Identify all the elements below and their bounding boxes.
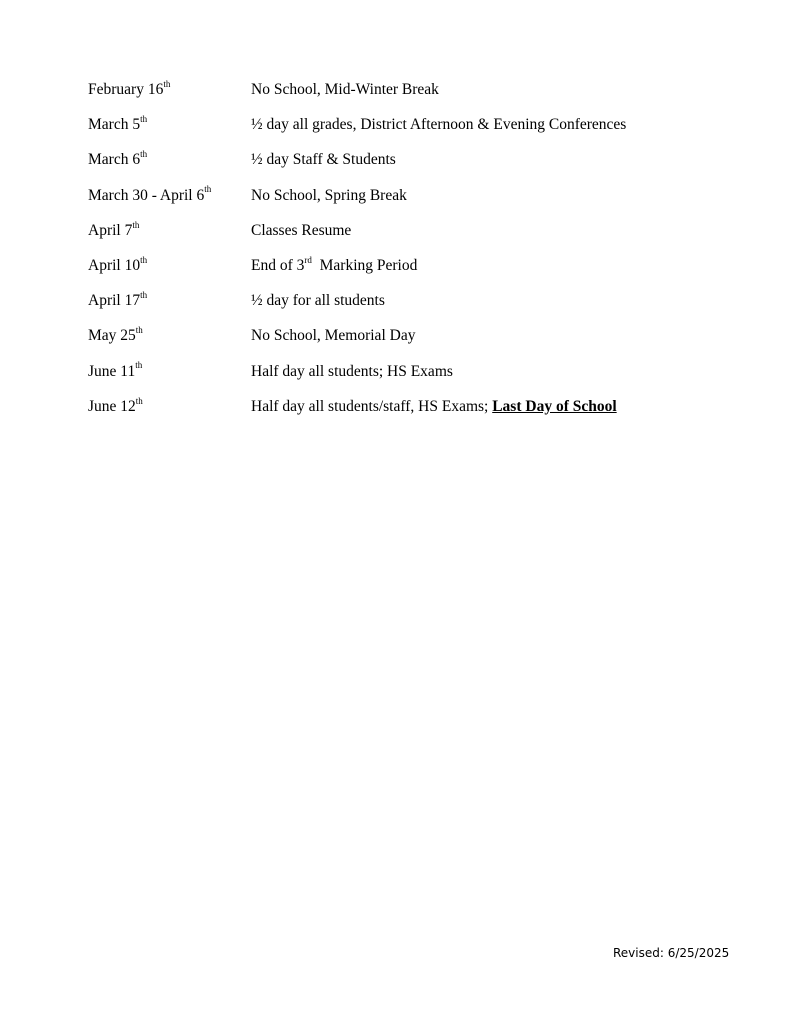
- last-day-emphasis: Last Day of School: [492, 397, 617, 415]
- schedule-row: [88, 358, 748, 393]
- ordinal-suffix: th: [140, 289, 148, 300]
- event-description: ½ day Staff & Students: [251, 151, 396, 169]
- schedule-row: [88, 287, 748, 322]
- event-date: April 17th: [88, 289, 148, 310]
- event-description: Classes Resume: [251, 221, 352, 239]
- schedule-row: [88, 322, 748, 357]
- schedule-list: [88, 76, 748, 428]
- ordinal-suffix: th: [132, 219, 140, 230]
- event-date: March 30 - April 6th: [88, 184, 212, 204]
- schedule-row: [88, 146, 748, 181]
- schedule-row: [88, 252, 748, 287]
- event-date: May 25th: [88, 325, 143, 345]
- event-description: No School, Spring Break: [251, 186, 407, 204]
- schedule-row: [88, 217, 748, 252]
- schedule-row: [88, 76, 748, 111]
- ordinal-suffix: th: [135, 325, 143, 336]
- event-date: June 11th: [88, 360, 143, 380]
- ordinal-suffix: th: [140, 149, 148, 160]
- schedule-row: [88, 393, 748, 428]
- event-description: No School, Mid-Winter Break: [251, 81, 439, 98]
- event-description: ½ day all grades, District Afternoon & Evening Conferences: [251, 116, 627, 134]
- schedule-row: [88, 111, 748, 146]
- ordinal-suffix: th: [140, 254, 148, 265]
- event-description: Half day all students/staff, HS Exams; Last Day of School: [251, 397, 617, 415]
- event-description: End of 3rd Marking Period: [251, 254, 418, 274]
- event-description: No School, Memorial Day: [251, 327, 416, 345]
- event-date: April 7th: [88, 219, 140, 239]
- ordinal-suffix: th: [135, 395, 143, 406]
- ordinal-suffix: th: [135, 360, 143, 371]
- ordinal-suffix: th: [163, 78, 171, 89]
- schedule-row: [88, 182, 748, 217]
- event-description: Half day all students; HS Exams: [251, 362, 453, 380]
- event-date: June 12th: [88, 395, 143, 415]
- event-description: ½ day for all students: [251, 292, 385, 310]
- ordinal-suffix: th: [204, 184, 212, 195]
- revised-date: Revised: 6/25/2025: [613, 946, 730, 960]
- event-date: February 16th: [88, 78, 171, 98]
- ordinal-suffix: th: [140, 114, 148, 125]
- event-date: March 5th: [88, 114, 148, 134]
- event-date: April 10th: [88, 254, 148, 274]
- event-date: March 6th: [88, 149, 148, 169]
- ordinal-suffix: rd: [304, 254, 312, 265]
